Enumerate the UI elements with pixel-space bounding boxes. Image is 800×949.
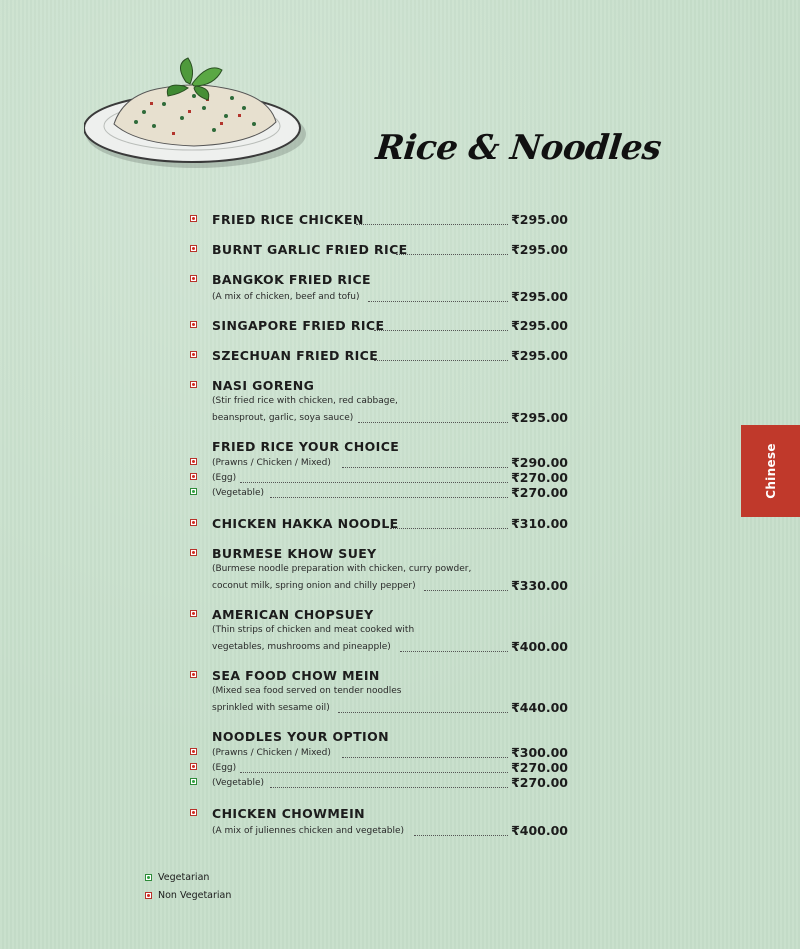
item-description: sprinkled with sesame oil) — [212, 703, 330, 713]
veg-icon — [190, 778, 197, 785]
non-veg-icon — [190, 458, 197, 465]
menu-item — [190, 607, 568, 656]
item-price: ₹295.00 — [511, 410, 568, 425]
item-price: ₹295.00 — [511, 318, 568, 333]
menu-item — [190, 318, 568, 336]
menu-item — [190, 668, 568, 717]
leader-dots — [240, 772, 508, 773]
non-veg-icon — [190, 351, 197, 358]
non-veg-icon — [190, 549, 197, 556]
item-price: ₹440.00 — [511, 700, 568, 715]
leader-dots — [368, 301, 508, 302]
option-label: (Prawns / Chicken / Mixed) — [212, 748, 331, 758]
option-price: ₹270.00 — [511, 470, 568, 485]
rice-plate-illustration — [84, 52, 320, 172]
item-name: SZECHUAN FRIED RICE — [212, 348, 379, 363]
option-label: (Prawns / Chicken / Mixed) — [212, 458, 331, 468]
menu-item — [190, 806, 568, 840]
non-veg-icon — [190, 215, 197, 222]
non-veg-icon — [190, 809, 197, 816]
option-label: (Vegetable) — [212, 778, 265, 788]
menu-item — [190, 348, 568, 366]
item-name: NASI GORENG — [212, 378, 315, 393]
leader-dots — [342, 467, 508, 468]
legend-nonveg-label: Non Vegetarian — [158, 890, 232, 901]
non-veg-icon — [190, 763, 197, 770]
item-name: CHICKEN HAKKA NOODLE — [212, 516, 399, 531]
option-label: (Egg) — [212, 473, 237, 483]
legend — [145, 872, 231, 908]
non-veg-icon — [190, 748, 197, 755]
leader-dots — [374, 330, 508, 331]
leader-dots — [240, 482, 508, 483]
leader-dots — [424, 590, 508, 591]
item-name: CHICKEN CHOWMEIN — [212, 806, 366, 821]
item-description: (Mixed sea food served on tender noodles — [212, 686, 402, 696]
item-name: BURMESE KHOW SUEY — [212, 546, 377, 561]
option-label: (Egg) — [212, 763, 237, 773]
menu-item — [190, 242, 568, 260]
menu-item — [190, 546, 568, 595]
section-tab-label: Chinese — [763, 443, 778, 499]
leader-dots — [270, 787, 508, 788]
item-description: coconut milk, spring onion and chilly pepper) — [212, 581, 416, 591]
leader-dots — [358, 422, 508, 423]
item-description: beansprout, garlic, soya sauce) — [212, 413, 354, 423]
item-price: ₹330.00 — [511, 578, 568, 593]
item-description: (Burmese noodle preparation with chicken, curry powder, — [212, 564, 472, 574]
leader-dots — [390, 528, 508, 529]
veg-icon — [145, 874, 152, 881]
item-name: SEA FOOD CHOW MEIN — [212, 668, 380, 683]
item-price: ₹295.00 — [511, 242, 568, 257]
option-price: ₹270.00 — [511, 485, 568, 500]
non-veg-icon — [190, 321, 197, 328]
option-price: ₹270.00 — [511, 760, 568, 775]
item-price: ₹400.00 — [511, 823, 568, 838]
leader-dots — [414, 835, 508, 836]
leader-dots — [270, 497, 508, 498]
menu-list — [190, 212, 568, 852]
item-name: BANGKOK FRIED RICE — [212, 272, 371, 287]
option-price: ₹270.00 — [511, 775, 568, 790]
legend-nonveg — [145, 890, 231, 908]
item-price: ₹295.00 — [511, 348, 568, 363]
item-name: FRIED RICE YOUR CHOICE — [212, 439, 400, 454]
item-description: (A mix of juliennes chicken and vegetable) — [212, 826, 405, 836]
veg-icon — [190, 488, 197, 495]
item-name: BURNT GARLIC FRIED RICE — [212, 242, 408, 257]
legend-veg — [145, 872, 231, 890]
item-name: NOODLES YOUR OPTION — [212, 729, 389, 744]
non-veg-icon — [190, 610, 197, 617]
item-description: (A mix of chicken, beef and tofu) — [212, 292, 360, 302]
option-label: (Vegetable) — [212, 488, 265, 498]
item-price: ₹310.00 — [511, 516, 568, 531]
item-description: (Stir fried rice with chicken, red cabbage, — [212, 396, 398, 406]
leader-dots — [374, 360, 508, 361]
leader-dots — [400, 651, 508, 652]
non-veg-icon — [190, 245, 197, 252]
item-name: FRIED RICE CHICKEN — [212, 212, 364, 227]
non-veg-icon — [190, 275, 197, 282]
option-price: ₹300.00 — [511, 745, 568, 760]
non-veg-icon — [145, 892, 152, 899]
menu-item — [190, 439, 568, 504]
non-veg-icon — [190, 519, 197, 526]
item-description: vegetables, mushrooms and pineapple) — [212, 642, 391, 652]
leader-dots — [342, 757, 508, 758]
item-name: SINGAPORE FRIED RICE — [212, 318, 385, 333]
legend-veg-label: Vegetarian — [158, 872, 210, 883]
non-veg-icon — [190, 381, 197, 388]
leader-dots — [338, 712, 508, 713]
menu-item — [190, 729, 568, 794]
leader-dots — [396, 254, 508, 255]
leader-dots — [356, 224, 508, 225]
menu-item — [190, 212, 568, 230]
menu-item — [190, 516, 568, 534]
chinese-section-tab[interactable] — [741, 425, 800, 517]
non-veg-icon — [190, 671, 197, 678]
menu-item — [190, 378, 568, 427]
item-price: ₹295.00 — [511, 289, 568, 304]
page-title: Rice & Noodles — [373, 128, 663, 168]
non-veg-icon — [190, 473, 197, 480]
item-price: ₹295.00 — [511, 212, 568, 227]
option-price: ₹290.00 — [511, 455, 568, 470]
item-description: (Thin strips of chicken and meat cooked with — [212, 625, 415, 635]
item-name: AMERICAN CHOPSUEY — [212, 607, 374, 622]
menu-item — [190, 272, 568, 306]
item-price: ₹400.00 — [511, 639, 568, 654]
